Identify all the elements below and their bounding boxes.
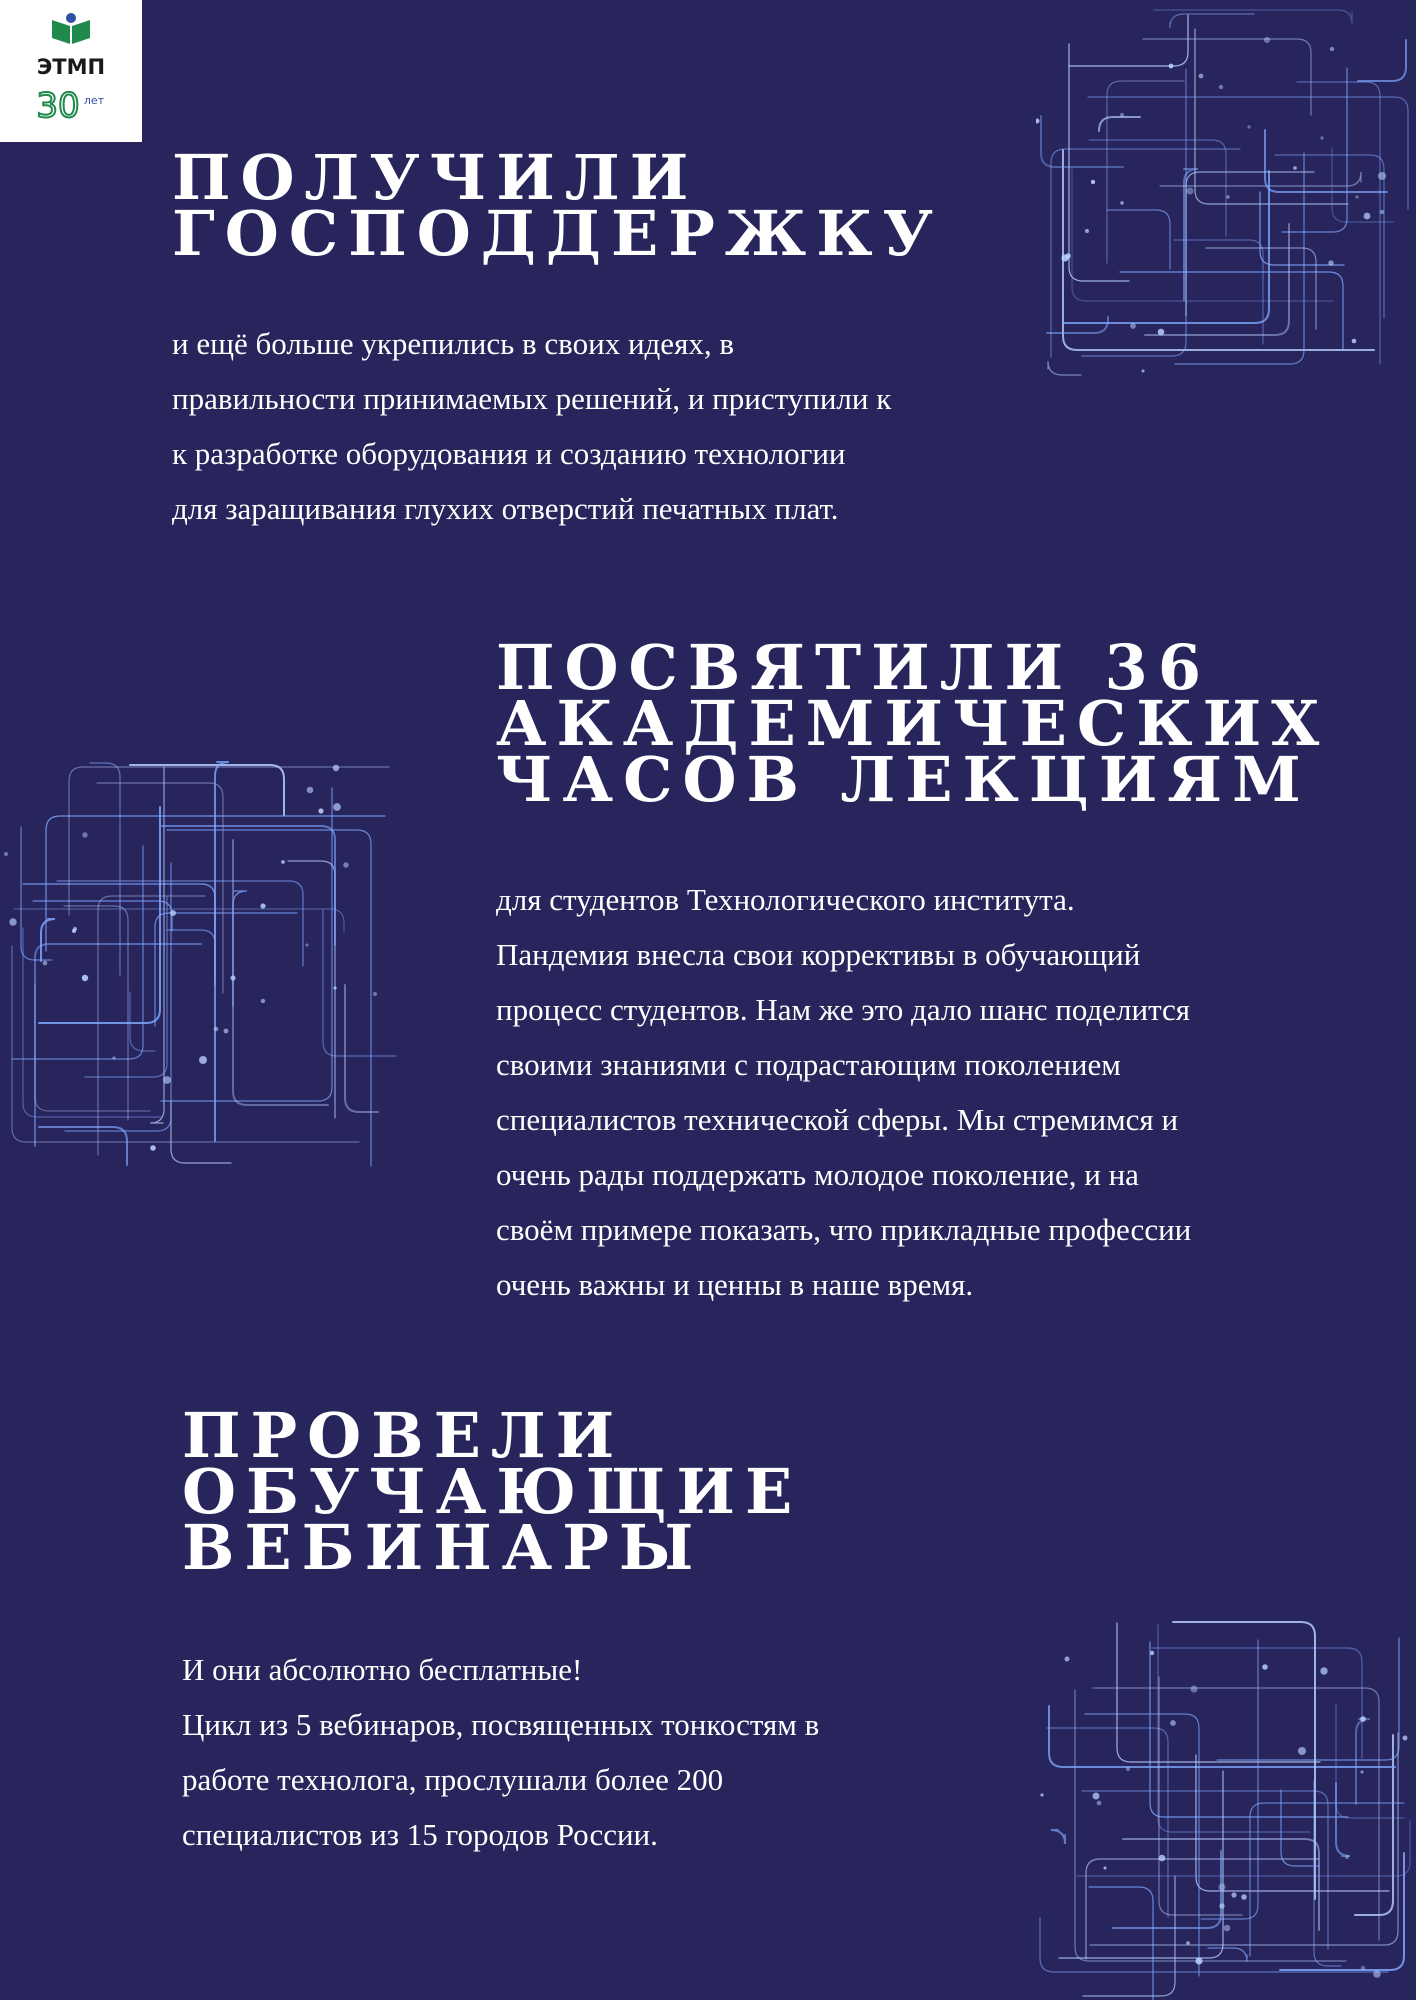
circuit-node bbox=[1373, 1970, 1381, 1978]
circuit-node bbox=[230, 975, 235, 980]
circuit-node bbox=[1361, 1771, 1364, 1774]
circuit-node bbox=[1293, 166, 1297, 170]
circuit-trace bbox=[1063, 171, 1269, 323]
circuit-trace bbox=[1083, 1876, 1175, 1996]
circuit-trace bbox=[1051, 149, 1240, 357]
section-heading-lectures bbox=[496, 631, 1330, 816]
logo-anniversary-number: 30 bbox=[36, 86, 80, 126]
body-line: специалистов технической сферы. Мы стремимся и bbox=[496, 1102, 1179, 1137]
circuit-node bbox=[1065, 1657, 1070, 1662]
section-body-lectures bbox=[496, 872, 1191, 1312]
circuit-trace bbox=[233, 891, 247, 1006]
body-line: специалистов из 15 городов России. bbox=[182, 1817, 658, 1852]
circuit-trace bbox=[1082, 69, 1186, 356]
body-line: к разработке оборудования и созданию технологии bbox=[172, 436, 846, 471]
body-line: Пандемия внесла свои коррективы в обучающий bbox=[496, 937, 1141, 972]
circuit-trace bbox=[1063, 150, 1374, 350]
circuit-node bbox=[1091, 180, 1095, 184]
circuit-trace bbox=[1297, 82, 1380, 364]
circuit-trace bbox=[1047, 317, 1108, 333]
circuit-node bbox=[1169, 64, 1174, 69]
company-logo bbox=[0, 0, 142, 142]
section-body-webinars bbox=[182, 1642, 819, 1862]
circuit-trace bbox=[1086, 1859, 1319, 1959]
circuit-node bbox=[9, 918, 16, 925]
circuit-node bbox=[1247, 125, 1250, 128]
circuit-trace bbox=[1275, 155, 1384, 318]
body-line: и ещё больше укрепились в своих идеях, в bbox=[172, 326, 734, 361]
circuit-trace bbox=[1107, 81, 1184, 263]
circuit-node bbox=[82, 975, 88, 981]
circuit-node bbox=[1065, 253, 1071, 259]
circuit-trace bbox=[1049, 1706, 1395, 1767]
circuit-node bbox=[1130, 323, 1136, 329]
circuit-node bbox=[163, 1076, 171, 1084]
circuit-node bbox=[72, 929, 76, 933]
circuit-node bbox=[1298, 1747, 1306, 1755]
circuit-trace bbox=[1143, 39, 1311, 115]
circuit-trace bbox=[1355, 1735, 1393, 1915]
heading-line: ПРОВЕЛИ bbox=[182, 1399, 625, 1472]
circuit-trace bbox=[1107, 210, 1170, 269]
circuit-trace bbox=[1159, 1677, 1242, 1915]
circuit-node bbox=[1219, 85, 1223, 89]
logo-anniversary-unit: лет bbox=[83, 94, 105, 107]
circuit-node bbox=[1142, 370, 1145, 373]
circuit-node bbox=[1120, 201, 1123, 204]
circuit-node bbox=[1352, 339, 1357, 344]
circuit-node bbox=[1093, 1793, 1100, 1800]
circuit-pattern-icon bbox=[0, 760, 400, 1168]
circuit-node bbox=[1040, 1793, 1043, 1796]
circuit-node bbox=[343, 862, 349, 868]
circuit-node bbox=[333, 986, 336, 989]
circuit-node bbox=[373, 992, 377, 996]
circuit-node bbox=[224, 1029, 229, 1034]
circuit-trace bbox=[1280, 1853, 1404, 1970]
heading-line: ПОЛУЧИЛИ bbox=[172, 141, 699, 214]
circuit-node bbox=[1036, 119, 1040, 124]
circuit-node bbox=[1241, 1894, 1247, 1900]
circuit-trace bbox=[1152, 1648, 1362, 1758]
circuit-trace bbox=[57, 881, 303, 966]
circuit-node bbox=[199, 1056, 207, 1064]
heading-line: ЧАСОВ ЛЕКЦИЯМ bbox=[496, 743, 1311, 816]
circuit-node bbox=[1378, 172, 1386, 180]
circuit-trace bbox=[1282, 68, 1347, 232]
body-line: для студентов Технологического института. bbox=[496, 882, 1075, 917]
circuit-node bbox=[1361, 1966, 1365, 1970]
circuit-trace bbox=[1089, 140, 1226, 236]
circuit-trace bbox=[1048, 361, 1081, 375]
circuit-trace bbox=[345, 985, 378, 1112]
heading-line: АКАДЕМИЧЕСКИХ bbox=[496, 687, 1330, 760]
circuit-pattern-icon bbox=[1036, 1618, 1416, 2000]
circuit-trace bbox=[69, 767, 389, 915]
circuit-node bbox=[1126, 1767, 1130, 1771]
circuit-node bbox=[1120, 113, 1124, 117]
circuit-node bbox=[150, 1145, 156, 1151]
circuit-node bbox=[1159, 1855, 1166, 1862]
circuit-node bbox=[1218, 1883, 1225, 1890]
circuit-trace bbox=[35, 944, 201, 1146]
circuit-node bbox=[1219, 1903, 1224, 1908]
circuit-trace bbox=[1041, 116, 1123, 167]
circuit-node bbox=[260, 903, 265, 908]
circuit-trace bbox=[1356, 1719, 1370, 1804]
body-line: И они абсолютно бесплатные! bbox=[182, 1652, 583, 1687]
circuit-trace bbox=[1265, 130, 1387, 192]
circuit-trace bbox=[1077, 1821, 1410, 1876]
heading-line: ПОСВЯТИЛИ 36 bbox=[496, 631, 1211, 704]
logo-emblem-icon bbox=[0, 0, 142, 142]
circuit-node bbox=[1330, 47, 1334, 51]
circuit-trace bbox=[1250, 1803, 1404, 1956]
circuit-trace bbox=[1154, 10, 1352, 24]
circuit-trace bbox=[1196, 1755, 1389, 1891]
circuit-node bbox=[4, 852, 8, 856]
circuit-node bbox=[1328, 260, 1333, 265]
circuit-node bbox=[82, 832, 87, 837]
circuit-trace bbox=[64, 906, 128, 1120]
circuit-trace bbox=[130, 765, 284, 815]
circuit-node bbox=[1104, 1867, 1107, 1870]
circuit-trace bbox=[41, 919, 55, 961]
circuit-trace bbox=[171, 1101, 231, 1163]
circuit-node bbox=[1262, 1664, 1268, 1670]
section-heading-state-support bbox=[172, 141, 943, 270]
circuit-node bbox=[112, 1056, 115, 1059]
logo-brand-text: ЭТМП bbox=[36, 55, 106, 79]
body-line: своём примере показать, что прикладные профессии bbox=[496, 1212, 1192, 1247]
circuit-trace bbox=[1113, 1851, 1221, 1928]
circuit-node bbox=[306, 944, 309, 947]
circuit-trace bbox=[233, 840, 328, 1105]
circuit-node bbox=[261, 999, 265, 1003]
circuit-node bbox=[1231, 1892, 1236, 1897]
circuit-node bbox=[1190, 1685, 1197, 1692]
circuit-trace bbox=[98, 896, 205, 1155]
body-line: своими знаниями с подрастающим поколением bbox=[496, 1047, 1121, 1082]
circuit-trace bbox=[1170, 14, 1254, 28]
body-line: Цикл из 5 вебинаров, посвященных тонкостям в bbox=[182, 1707, 820, 1742]
heading-line: ВЕБИНАРЫ bbox=[182, 1511, 704, 1584]
section-heading-webinars bbox=[182, 1399, 803, 1584]
circuit-trace bbox=[1336, 1783, 1350, 1856]
circuit-trace bbox=[215, 762, 229, 1141]
circuit-node bbox=[1264, 37, 1270, 43]
circuit-trace bbox=[23, 884, 215, 985]
circuit-node bbox=[1186, 187, 1193, 194]
circuit-node bbox=[1226, 195, 1229, 198]
body-line: очень важны и ценны в наше время. bbox=[496, 1267, 974, 1302]
heading-line: ОБУЧАЮЩИЕ bbox=[182, 1455, 803, 1528]
circuit-trace bbox=[1281, 1790, 1319, 1866]
circuit-node bbox=[170, 910, 176, 916]
circuit-node bbox=[1085, 229, 1089, 233]
circuit-trace bbox=[323, 910, 396, 1056]
circuit-pattern-icon bbox=[1036, 0, 1416, 380]
circuit-node bbox=[1150, 1651, 1154, 1655]
circuit-trace bbox=[12, 946, 359, 1142]
circuit-trace bbox=[1217, 1638, 1399, 1760]
circuit-node bbox=[1345, 1855, 1349, 1859]
circuit-node bbox=[1320, 136, 1323, 139]
circuit-trace bbox=[167, 930, 215, 980]
circuit-trace bbox=[1051, 1830, 1065, 1844]
circuit-node bbox=[333, 765, 339, 771]
circuit-node bbox=[1097, 1801, 1102, 1806]
circuit-trace bbox=[1206, 248, 1316, 329]
circuit-node bbox=[1320, 1667, 1327, 1674]
section-body-state-support bbox=[172, 316, 891, 536]
heading-line: ГОСПОДДЕРЖКУ bbox=[172, 197, 943, 270]
circuit-node bbox=[1355, 195, 1358, 198]
circuit-trace bbox=[1186, 172, 1314, 316]
circuit-node bbox=[43, 961, 48, 966]
circuit-trace bbox=[39, 807, 160, 1023]
circuit-node bbox=[214, 1027, 219, 1032]
circuit-node bbox=[1360, 1716, 1366, 1722]
circuit-trace bbox=[1069, 44, 1129, 281]
circuit-node bbox=[333, 803, 341, 811]
circuit-node bbox=[1403, 1736, 1408, 1741]
circuit-node bbox=[1364, 213, 1371, 220]
circuit-node bbox=[1199, 74, 1204, 79]
circuit-trace bbox=[1158, 1625, 1310, 1832]
circuit-trace bbox=[1075, 1690, 1346, 1961]
circuit-trace bbox=[21, 827, 52, 960]
body-line: правильности принимаемых решений, и приступили к bbox=[172, 381, 892, 416]
circuit-trace bbox=[1120, 272, 1343, 349]
circuit-trace bbox=[1174, 240, 1263, 344]
circuit-trace bbox=[288, 861, 335, 1118]
circuit-trace bbox=[1099, 117, 1140, 131]
body-line: очень рады поддержать молодое поколение, и на bbox=[496, 1157, 1139, 1192]
circuit-trace bbox=[1358, 40, 1406, 81]
circuit-trace bbox=[12, 846, 143, 1059]
circuit-trace bbox=[162, 826, 335, 945]
circuit-trace bbox=[1195, 29, 1348, 204]
circuit-trace bbox=[39, 1127, 127, 1165]
circuit-node bbox=[1170, 1720, 1176, 1726]
body-line: работе технолога, прослушали более 200 bbox=[182, 1762, 724, 1797]
circuit-trace bbox=[1089, 1887, 1153, 2000]
circuit-trace bbox=[1082, 1791, 1328, 1949]
circuit-trace bbox=[1117, 1623, 1320, 1762]
circuit-node bbox=[318, 808, 323, 813]
circuit-node bbox=[1158, 329, 1165, 336]
circuit-trace bbox=[1208, 1948, 1247, 1962]
circuit-node bbox=[1380, 210, 1384, 214]
circuit-node bbox=[281, 860, 285, 864]
circuit-node bbox=[1224, 1925, 1231, 1932]
circuit-node bbox=[307, 787, 314, 794]
circuit-trace bbox=[1085, 1714, 1199, 1976]
body-line: процесс студентов. Нам же это дало шанс поделится bbox=[496, 992, 1191, 1027]
body-line: для заращивания глухих отверстий печатных плат. bbox=[172, 491, 839, 526]
circuit-node bbox=[1186, 1941, 1190, 1945]
circuit-node bbox=[1195, 1957, 1202, 1964]
